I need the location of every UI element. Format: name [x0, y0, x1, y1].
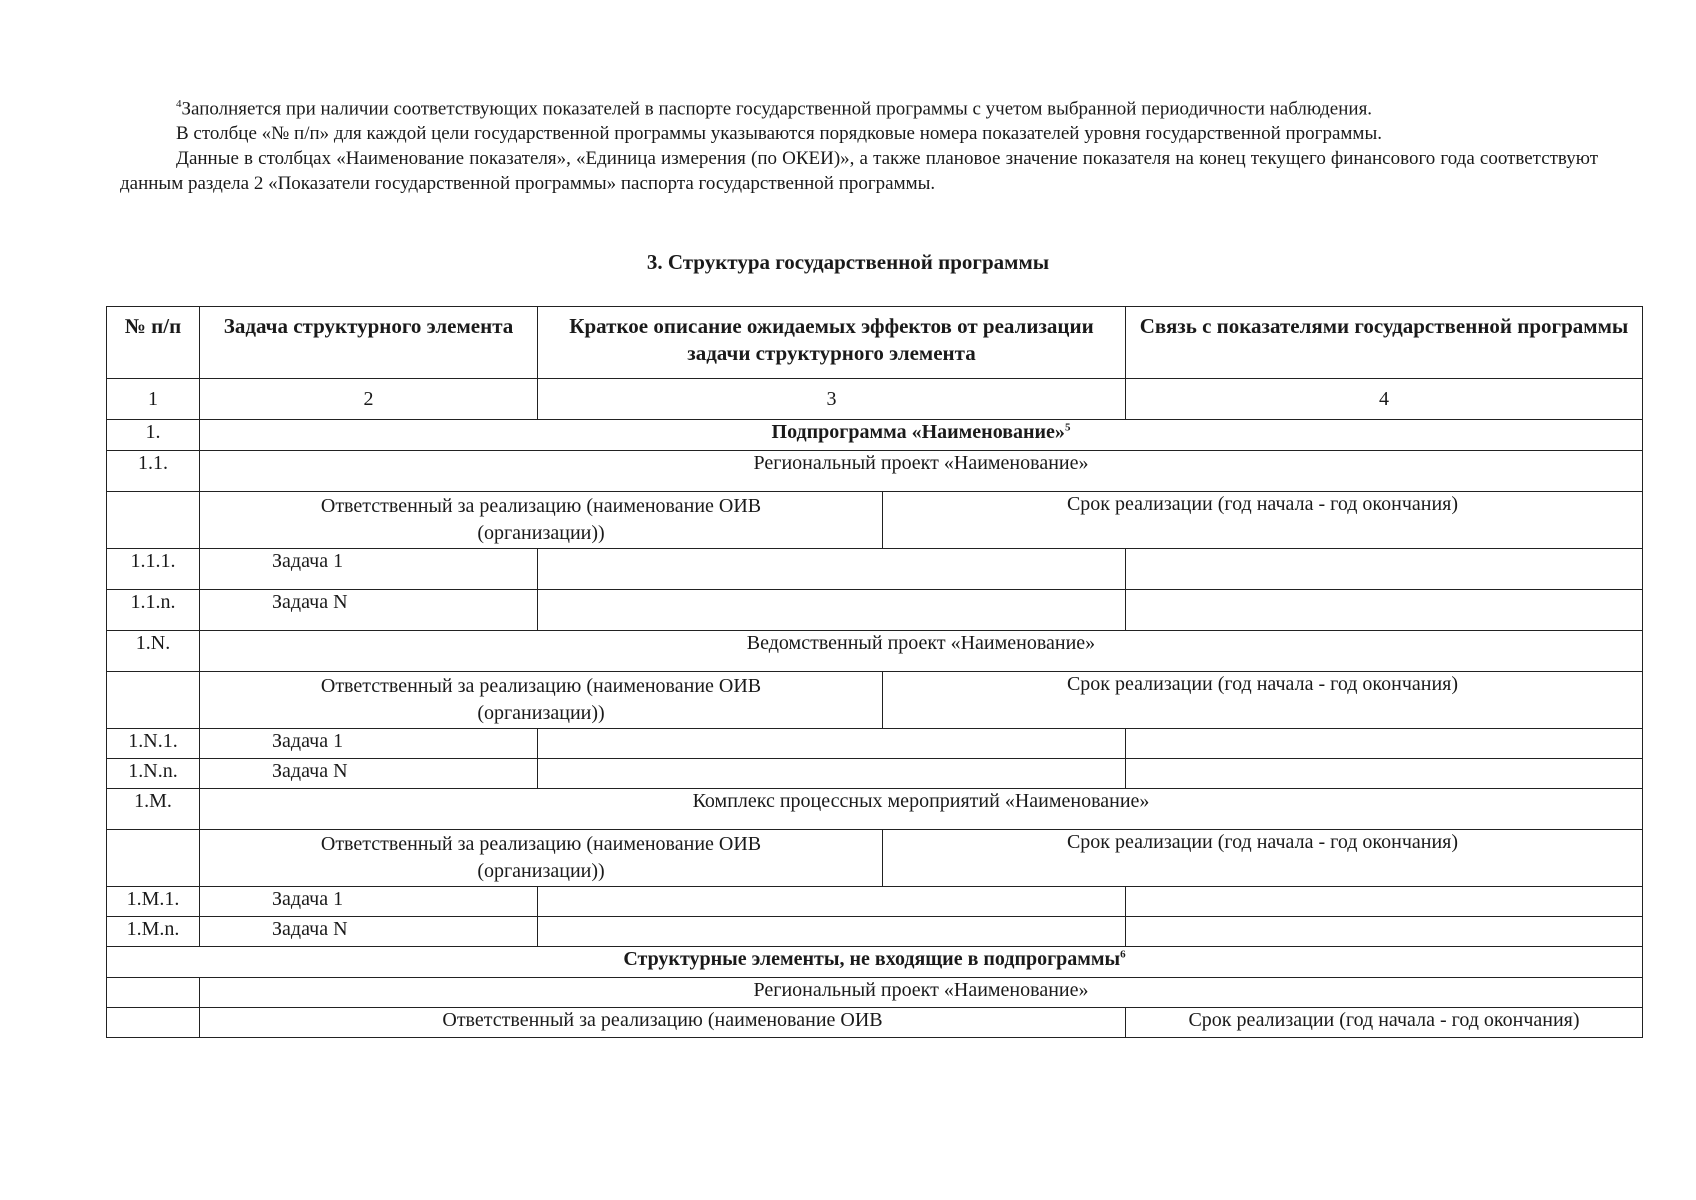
- subprogram-title-text: Подпрограмма «Наименование»: [771, 421, 1065, 443]
- outside-responsible: Ответственный за реализацию (наименование ОИВ: [200, 1008, 1126, 1038]
- process-complex-num: 1.M.: [107, 789, 200, 830]
- task-num: 1.N.1.: [107, 729, 200, 759]
- process-responsible-row: [107, 830, 1643, 887]
- departmental-responsible: [200, 672, 883, 729]
- task-name: Задача N: [200, 917, 538, 947]
- subprogram-title: [200, 420, 1643, 451]
- responsible-line2: (организации)): [477, 702, 605, 724]
- process-complex-row: [107, 789, 1643, 830]
- task-num: 1.1.n.: [107, 590, 200, 631]
- task-effects: [538, 729, 1126, 759]
- responsible-line1: Ответственный за реализацию (наименование ОИВ: [320, 833, 762, 855]
- departmental-term: Срок реализации (год начала - год окончания): [883, 672, 1643, 729]
- outside-title-text: Структурные элементы, не входящие в подпрограммы: [623, 948, 1121, 970]
- section-title: 3. Структура государственной программы: [646, 250, 1050, 274]
- structure-table: [106, 306, 1643, 1038]
- departmental-project-row: [107, 631, 1643, 672]
- table-row: [107, 759, 1643, 789]
- header-link: Связь с показателями государственной программы: [1126, 307, 1643, 379]
- column-numbers-row: [107, 379, 1643, 420]
- empty-cell: [107, 830, 200, 887]
- table-row: [107, 729, 1643, 759]
- task-num: 1.N.n.: [107, 759, 200, 789]
- task-num: 1.M.n.: [107, 917, 200, 947]
- task-name: Задача 1: [200, 729, 538, 759]
- col-number-1: 1: [107, 379, 200, 420]
- header-task: Задача структурного элемента: [200, 307, 538, 379]
- task-effects: [538, 549, 1126, 590]
- responsible-line2: (организации)): [477, 860, 605, 882]
- task-name: Задача N: [200, 590, 538, 631]
- header-num: № п/п: [107, 307, 200, 379]
- task-name: Задача 1: [200, 549, 538, 590]
- empty-cell: [107, 492, 200, 549]
- departmental-responsible-row: [107, 672, 1643, 729]
- task-link: [1126, 590, 1643, 631]
- table-row: [107, 887, 1643, 917]
- col-number-2: 2: [200, 379, 538, 420]
- task-effects: [538, 590, 1126, 631]
- outside-responsible-row: [107, 1008, 1643, 1038]
- footnotes: [120, 92, 1598, 196]
- task-num: 1.M.1.: [107, 887, 200, 917]
- task-name: Задача N: [200, 759, 538, 789]
- task-effects: [538, 887, 1126, 917]
- table-row: [107, 590, 1643, 631]
- process-term: Срок реализации (год начала - год окончания): [883, 830, 1643, 887]
- regional-project-row: [107, 451, 1643, 492]
- note-number-column: В столбце «№ п/п» для каждой цели государственной программы указываются порядковые номера показателей уровня государственной программы.: [176, 123, 1382, 145]
- task-effects: [538, 759, 1126, 789]
- responsible-line2: (организации)): [477, 522, 605, 544]
- empty-cell: [107, 978, 200, 1008]
- task-effects: [538, 917, 1126, 947]
- responsible-line1: Ответственный за реализацию (наименование ОИВ: [320, 675, 762, 697]
- outside-regional-project-title: Региональный проект «Наименование»: [200, 978, 1643, 1008]
- departmental-project-title: Ведомственный проект «Наименование»: [200, 631, 1643, 672]
- process-responsible: [200, 830, 883, 887]
- regional-project-num: 1.1.: [107, 451, 200, 492]
- task-link: [1126, 887, 1643, 917]
- footnote-4: [120, 92, 1598, 121]
- task-num: 1.1.1.: [107, 549, 200, 590]
- empty-cell: [107, 672, 200, 729]
- task-name: Задача 1: [200, 887, 538, 917]
- process-complex-title: Комплекс процессных мероприятий «Наименование»: [200, 789, 1643, 830]
- table-row: [107, 549, 1643, 590]
- task-link: [1126, 729, 1643, 759]
- col-number-4: 4: [1126, 379, 1643, 420]
- task-link: [1126, 759, 1643, 789]
- regional-responsible: [200, 492, 883, 549]
- outside-subprograms-title: [107, 947, 1643, 978]
- header-effects: Краткое описание ожидаемых эффектов от реализации задачи структурного элемента: [538, 307, 1126, 379]
- regional-project-title: Региональный проект «Наименование»: [200, 451, 1643, 492]
- task-link: [1126, 549, 1643, 590]
- subprogram-footnote: 5: [1064, 421, 1071, 434]
- table-row: [107, 917, 1643, 947]
- subprogram-num: 1.: [107, 420, 200, 451]
- col-number-3: 3: [538, 379, 1126, 420]
- regional-responsible-row: [107, 492, 1643, 549]
- regional-term: Срок реализации (год начала - год окончания): [883, 492, 1643, 549]
- responsible-line1: Ответственный за реализацию (наименование ОИВ: [320, 495, 762, 517]
- departmental-project-num: 1.N.: [107, 631, 200, 672]
- outside-subprograms-row: [107, 947, 1643, 978]
- footnote-4-text: Заполняется при наличии соответствующих показателей в паспорте государственной программы с учетом выбранной периодичности наблюдения.: [181, 98, 1373, 120]
- task-link: [1126, 917, 1643, 947]
- header-row: [107, 307, 1643, 379]
- subprogram-row: [107, 420, 1643, 451]
- empty-cell: [107, 1008, 200, 1038]
- outside-footnote: 6: [1120, 948, 1126, 961]
- footnote-4-mark: 4: [176, 98, 182, 110]
- outside-regional-project-row: [107, 978, 1643, 1008]
- note-columns: Данные в столбцах «Наименование показателя», «Единица измерения (по ОКЕИ)», а также плановое значение показателя на конец текущего финансового года соответствуют данным раздела 2 «Показатели государственной программы» паспорта государственной программы.: [120, 148, 1598, 195]
- outside-term: Срок реализации (год начала - год окончания): [1126, 1008, 1643, 1038]
